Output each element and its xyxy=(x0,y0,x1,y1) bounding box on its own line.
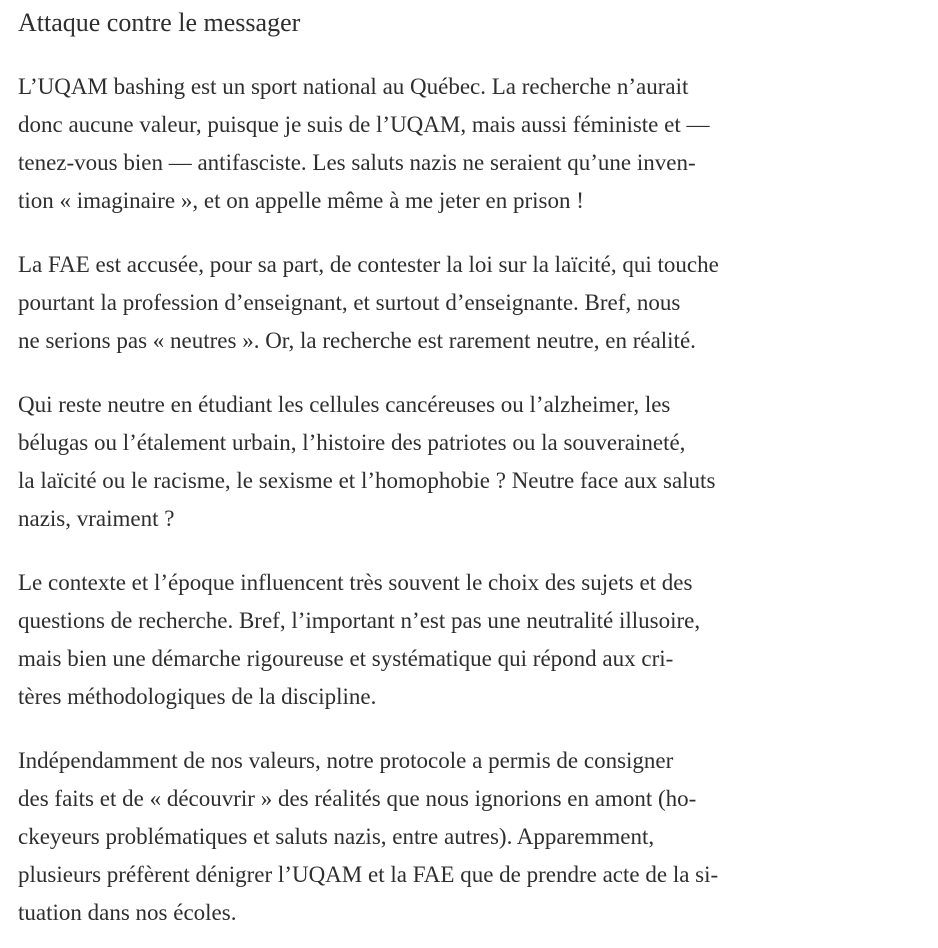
text-line: pourtant la profession d’enseignant, et surtout d’enseignante. Bref, nous xyxy=(18,290,681,315)
text-line: nazis, vraiment ? xyxy=(18,506,175,531)
text-line: L’UQAM bashing est un sport national au Québec. La recherche n’aurait xyxy=(18,74,689,99)
text-line: La FAE est accusée, pour sa part, de contester la loi sur la laïcité, qui touche xyxy=(18,252,719,277)
text-line: tion « imaginaire », et on appelle même à me jeter en prison ! xyxy=(18,188,584,213)
text-line: mais bien une démarche rigoureuse et systématique qui répond aux cri- xyxy=(18,646,674,671)
paragraph xyxy=(18,68,932,220)
text-line: questions de recherche. Bref, l’important n’est pas une neutralité illusoire, xyxy=(18,608,701,633)
text-line: ckeyeurs problématiques et saluts nazis, entre autres). Apparemment, xyxy=(18,824,655,849)
text-line: bélugas ou l’étalement urbain, l’histoire des patriotes ou la souveraineté, xyxy=(18,430,686,455)
text-line: Le contexte et l’époque influencent très souvent le choix des sujets et des xyxy=(18,570,693,595)
text-line: la laïcité ou le racisme, le sexisme et l’homophobie ? Neutre face aux saluts xyxy=(18,468,716,493)
text-line: ne serions pas « neutres ». Or, la recherche est rarement neutre, en réalité. xyxy=(18,328,696,353)
text-line: plusieurs préfèrent dénigrer l’UQAM et la FAE que de prendre acte de la si- xyxy=(18,862,719,887)
text-line: Indépendamment de nos valeurs, notre protocole a permis de consigner xyxy=(18,748,674,773)
text-line: tenez-vous bien — antifasciste. Les saluts nazis ne seraient qu’une inven- xyxy=(18,150,696,175)
text-line: des faits et de « découvrir » des réalités que nous ignorions en amont (ho- xyxy=(18,786,697,811)
paragraph xyxy=(18,246,932,360)
paragraph xyxy=(18,742,932,932)
text-line: Qui reste neutre en étudiant les cellules cancéreuses ou l’alzheimer, les xyxy=(18,392,671,417)
text-line: tuation dans nos écoles. xyxy=(18,900,237,925)
section-heading: Attaque contre le messager xyxy=(18,8,301,37)
text-line: donc aucune valeur, puisque je suis de l’UQAM, mais aussi féministe et — xyxy=(18,112,710,137)
paragraph xyxy=(18,564,932,716)
paragraph xyxy=(18,386,932,538)
text-line: tères méthodologiques de la discipline. xyxy=(18,684,377,709)
